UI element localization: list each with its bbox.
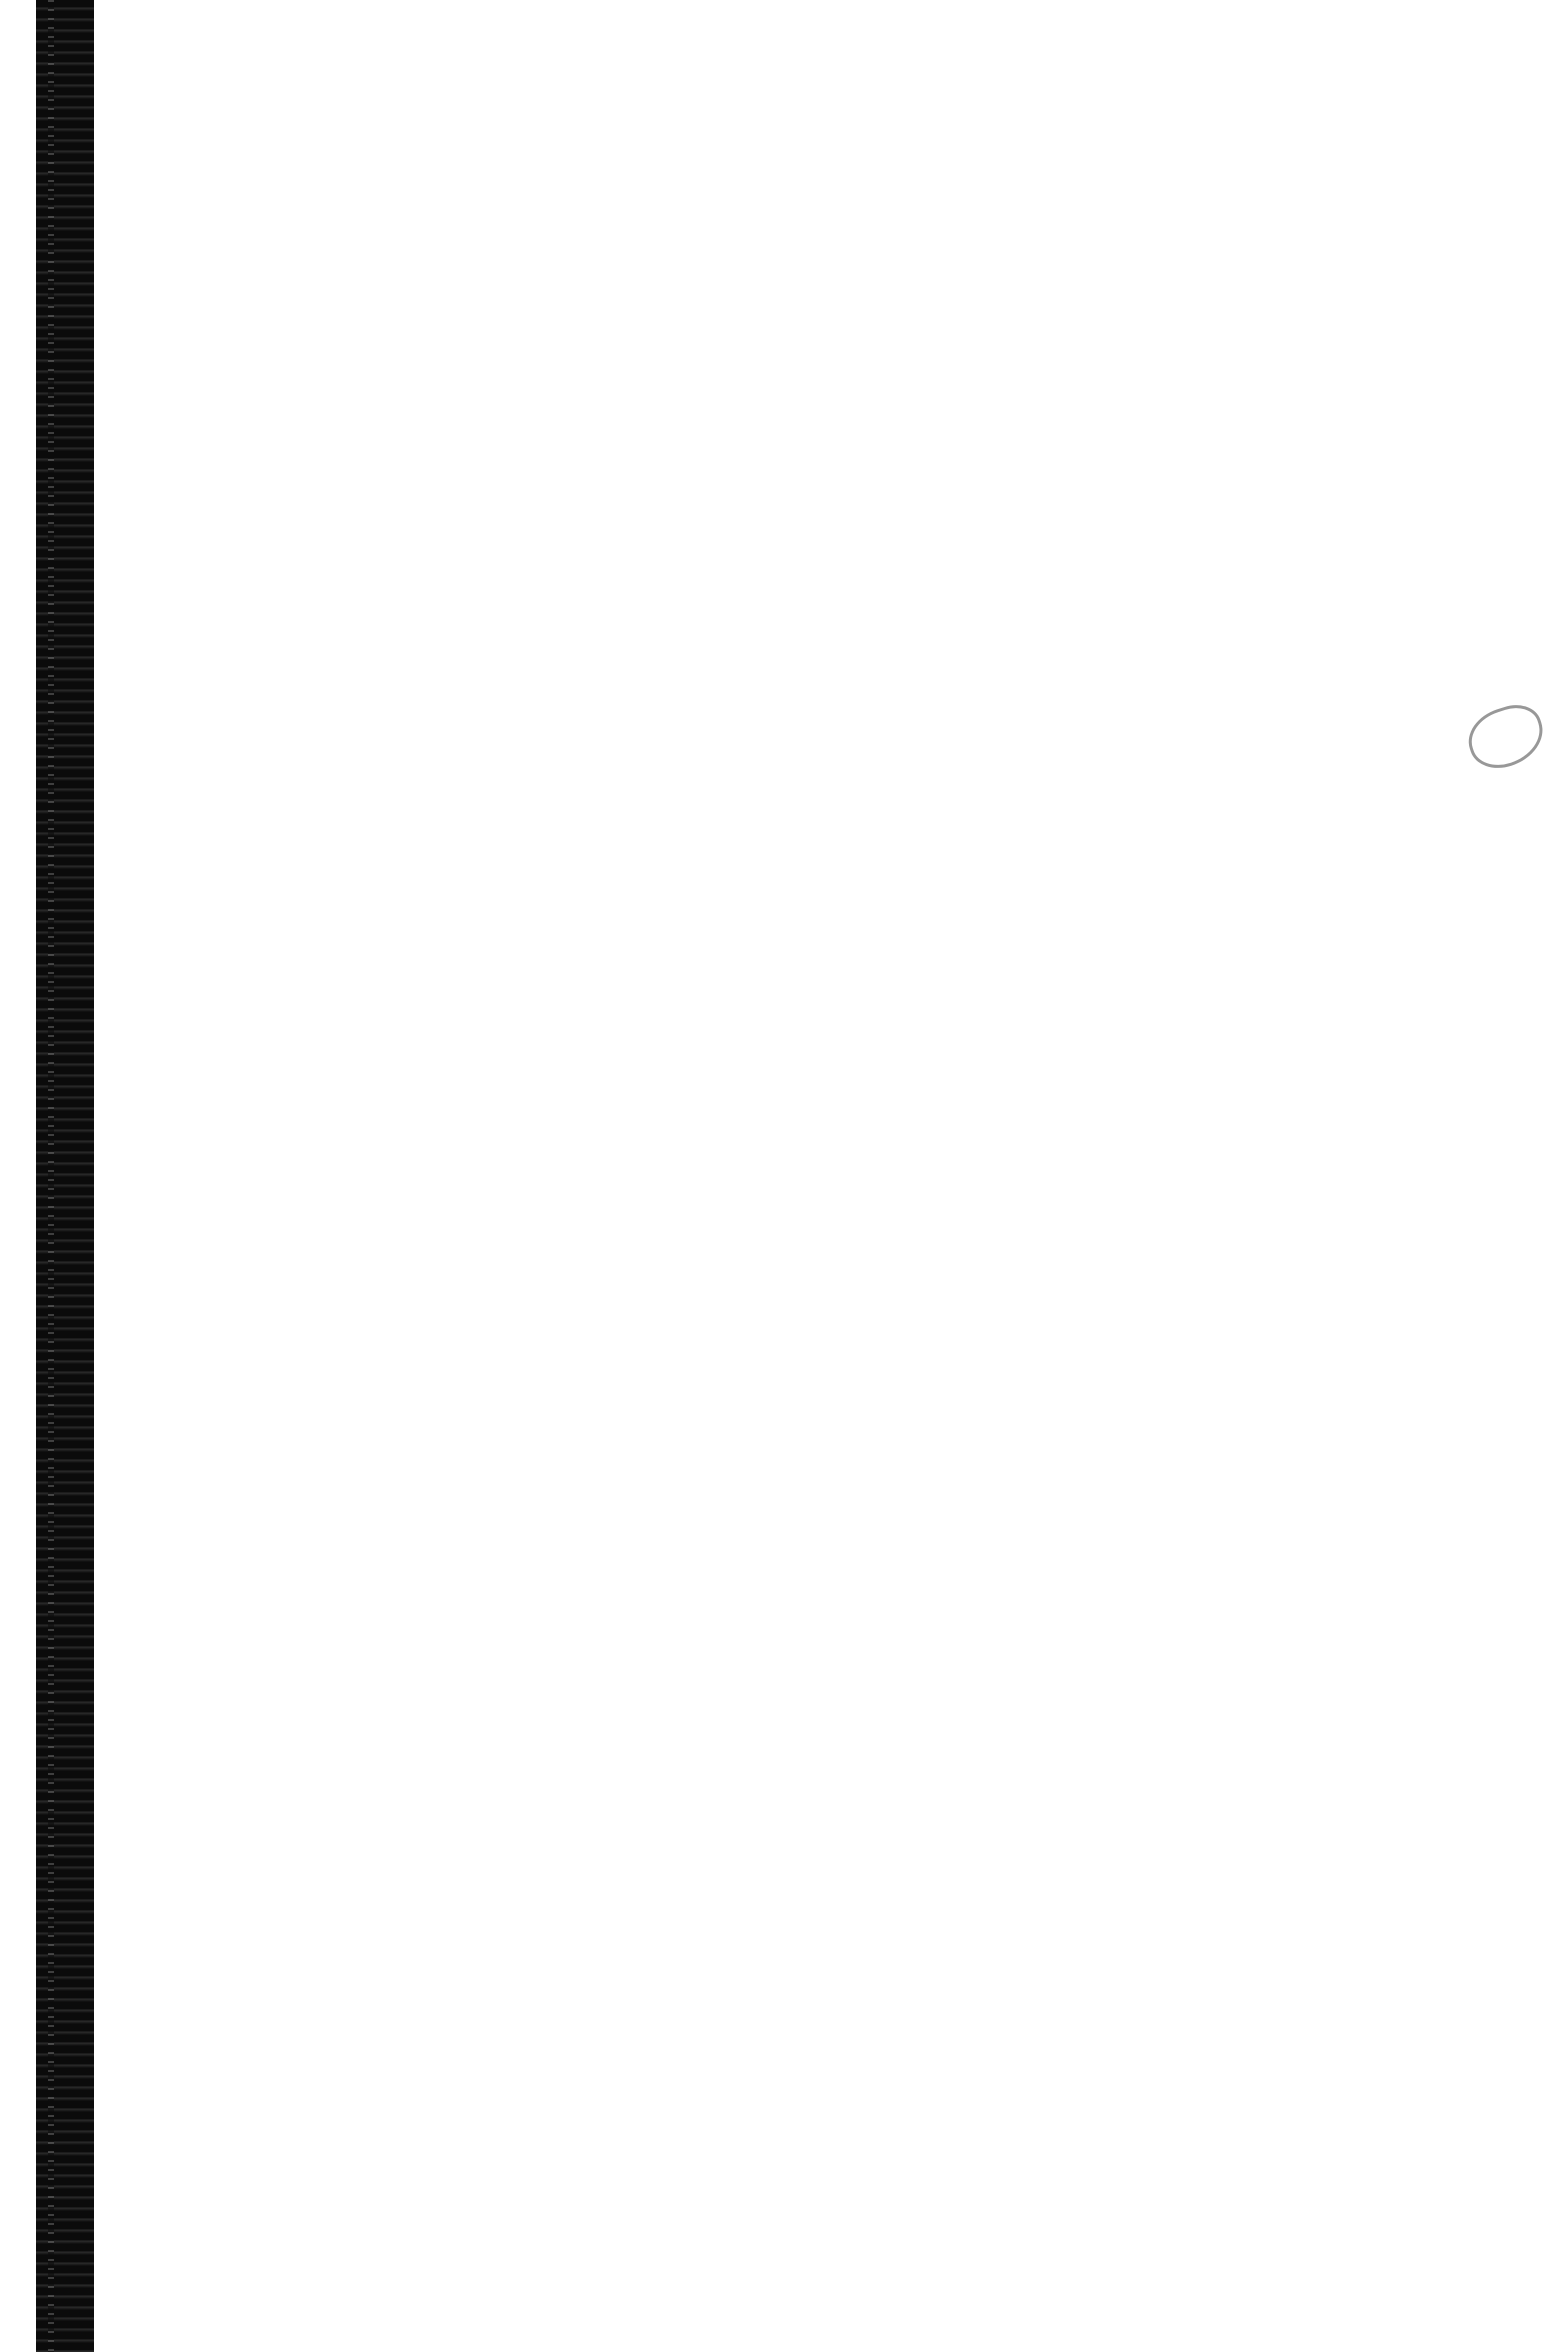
binding-gutter-texture — [48, 0, 54, 2352]
ink-smudge — [1461, 698, 1543, 777]
binding-gutter — [36, 0, 94, 2352]
